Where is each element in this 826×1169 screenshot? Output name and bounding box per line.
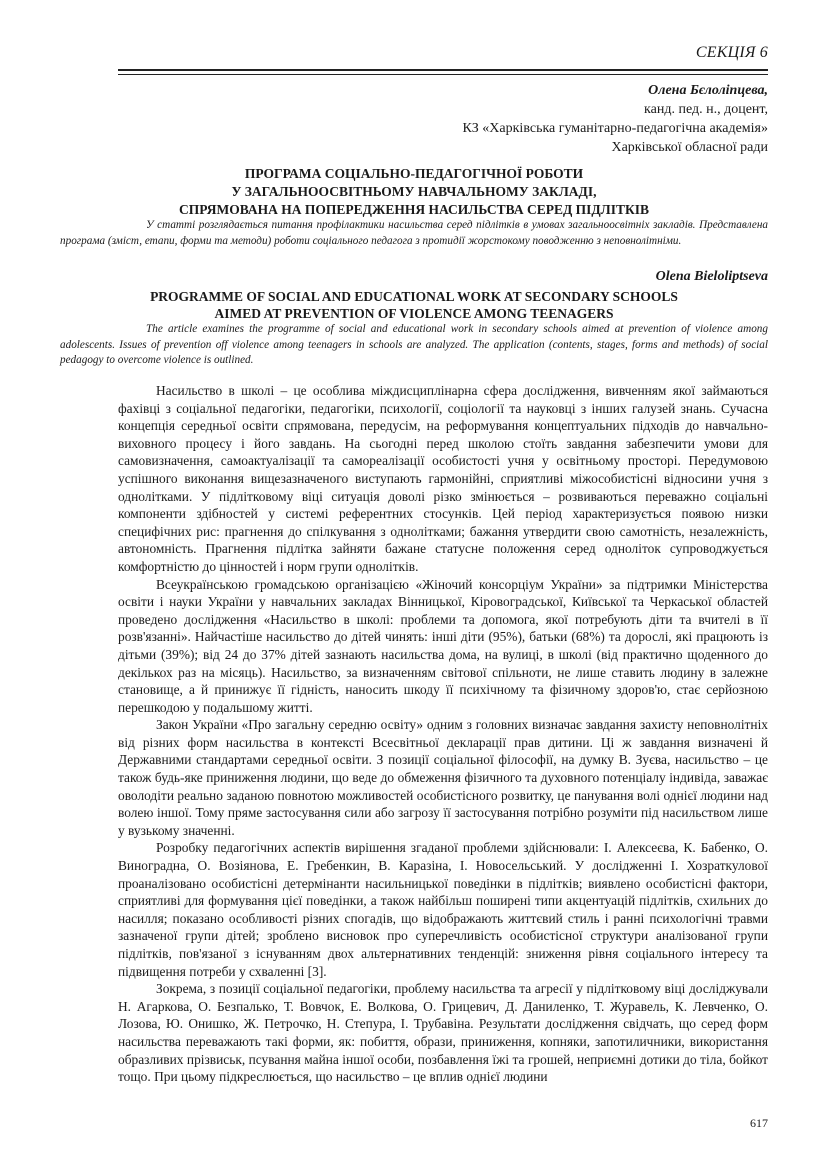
author-degree: канд. пед. н., доцент,: [644, 102, 768, 117]
body-paragraph: Всеукраїнською громадською організацією «Жіночий консорціум України» за підтримки Міністерства освіти і науки України у навчальних закладах Вінницької, Кіровоградської, Київської та Черкаської областей проведено дослідження «Насильство в школі: проблеми та допомога, якої потребують діти та вчителі в її розв'язанні». Найчастіше насильство до дітей чинять: інші діти (95%), батьки (68%) та дорослі, які працюють із дітьми (39%); від 24 до 37% дітей зазнають насильства дома, на вулиці, в школі (від практично щоденного до декількох раз на місяць). Насильство, за визначенням світової спільноти, не лише ставить людину в залежне становище, а й принижує її гідність, наносить шкоду її психічному та фізичному здоров'ю, стає серйозною перешкодою у подальшому житті.: [118, 576, 768, 715]
article-body: [118, 382, 768, 1086]
author-block-ua: [462, 81, 768, 157]
title-ua-line: СПРЯМОВАНА НА ПОПЕРЕДЖЕННЯ НАСИЛЬСТВА СЕРЕД ПІДЛІТКІВ: [178, 202, 650, 217]
author-council: Харківської обласної ради: [611, 140, 768, 155]
abstract-en: The article examines the programme of social and educational work in secondary schools aimed at prevention of violence among adolescents. Issues of prevention off violence among teenagers in schools are analyzed. The application (contents, stages, forms and methods) of social pedagogy to overcome violence is outlined.: [60, 323, 768, 367]
author-name-en: Olena Bieloliptseva: [655, 269, 768, 284]
author-name-ua: Олена Бєлолiпцева,: [648, 83, 768, 98]
body-paragraph: Розробку педагогічних аспектів вирішення згаданої проблеми здійснювали: І. Алексеєва, К. Бабенко, О. Виноградна, О. Возіянова, Е. Гребенкин, В. Каразіна, І. Новосельський. У дослідженні І. Хозраткулової проаналізовано особистісні детермінанти насильницької поведінки в підлітків; виявлено особистісні фактори, сприятливі для формування цієї поведінки, а також найбільш поширені типи акцентуацій підлітків, схильних до насилля; показано особливості різних спогадів, що відображають життєвий стиль і ранні психологічні травми зазначеної групи дітей; зроблено висновок про суперечливість особистісної структури аналізованої групи підлітків, пов'язаної з існуванням двох альтернативних тенденцій: зниження рівня соціального інтересу та підвищення потреби у схваленні [3].: [118, 840, 768, 979]
body-paragraph: Насильство в школі – це особлива міждисциплінарна сфера дослідження, вивченням якої займаються фахівці з соціальної педагогіки, педагогіки, психології, соціології та науковці з інших галузей знань. Сучасна концепція середньої освіти спрямована, передусім, на реформування концептуальних підходів до навчально-виховного процесу і його завдань. На сьогодні перед школою стоїть завдання забезпечити умови для самовизначення, самоактуалізації та самореалізації особистості учня у освітньому просторі. Передумовою успішного виконання вищезазначеного виступають гармонійні, сприятливі міжособистісні відносини учня з однолітками. У підлітковому віці ситуація доволі різко змінюється – розвиваються переважно соціальні компоненти здібностей у системі референтних стосунків. Цей період характеризується появою низки специфічних рис: прагнення до спілкування з однолітками; бажання утвердити свою самотність, незалежність, автономність. Прагнення підлітка зайняти бажане статусне положення серед одноліток супроводжується комфортністю до цінностей і норм групи однолітків.: [118, 383, 768, 574]
section-heading: СЕКЦІЯ 6: [695, 44, 768, 61]
body-paragraph: Зокрема, з позиції соціальної педагогіки, проблему насильства та агресії у підлітковому віці досліджували Н. Агаркова, О. Безпалько, Т. Вовчок, Е. Волкова, О. Грицевич, Д. Даниленко, Т. Журавель, К. Левченко, О. Лозова, Ю. Онишко, Ж. Петрочко, Н. Степура, І. Трубавіна. Результати дослідження свідчать, що серед форм насильства переважають такі форми, як: побиття, образи, приниження, копняки, запотиличники, використання образливих прізвиськ, псування майна іншої особи, позбавлення їжі та грошей, неприємні дотики до тіла, бойкот тощо. При цьому підкреслюється, що насильство – це вплив однієї людини: [118, 981, 768, 1085]
article-title-en: [60, 288, 768, 322]
body-paragraph: Закон України «Про загальну середню освіту» одним з головних визначає завдання захисту неповнолітніх від різних форм насильства в контексті Всесвітньої декларації прав дитини. Ці ж завдання визначені й Державними стандартами середньої освіти. З позиції соціальної філософії, на думку В. Зуєва, насильство – це також будь-яке приниження людини, що веде до обмеження фізичного та духовного потенціалу індивіда, заважає оволодіти реально заданою повнотою можливостей особистісного розвитку, це панування волі однієї людини над волею іншої. Тому пряме застосування сили або загрозу її застосування потрібно розуміти під насильством лише у вузькому значенні.: [118, 717, 768, 838]
header-rule-thick: [118, 69, 768, 71]
title-ua-line: У ЗАГАЛЬНООСВІТНЬОМУ НАВЧАЛЬНОМУ ЗАКЛАДІ,: [231, 184, 597, 199]
abstract-ua: У статті розглядається питання профілактики насильства серед підлітків в умовах загальноосвітніх закладів. Представлена програма (зміст, етапи, форми та методи) роботи соціального педагога з протидії жорстокому поводженню з неповнолітніми.: [60, 219, 768, 247]
page-number: 617: [750, 1116, 768, 1130]
title-en-line: AIMED AT PREVENTION OF VIOLENCE AMONG TEENAGERS: [214, 306, 614, 321]
title-ua-line: ПРОГРАМА СОЦІАЛЬНО-ПЕДАГОГІЧНОЇ РОБОТИ: [244, 166, 584, 181]
header-rule-thin: [118, 74, 768, 75]
author-institution: КЗ «Харківська гуманітарно-педагогічна академія»: [462, 121, 768, 136]
article-title-ua: [60, 165, 768, 219]
title-en-line: PROGRAMME OF SOCIAL AND EDUCATIONAL WORK AT SECONDARY SCHOOLS: [150, 289, 678, 304]
